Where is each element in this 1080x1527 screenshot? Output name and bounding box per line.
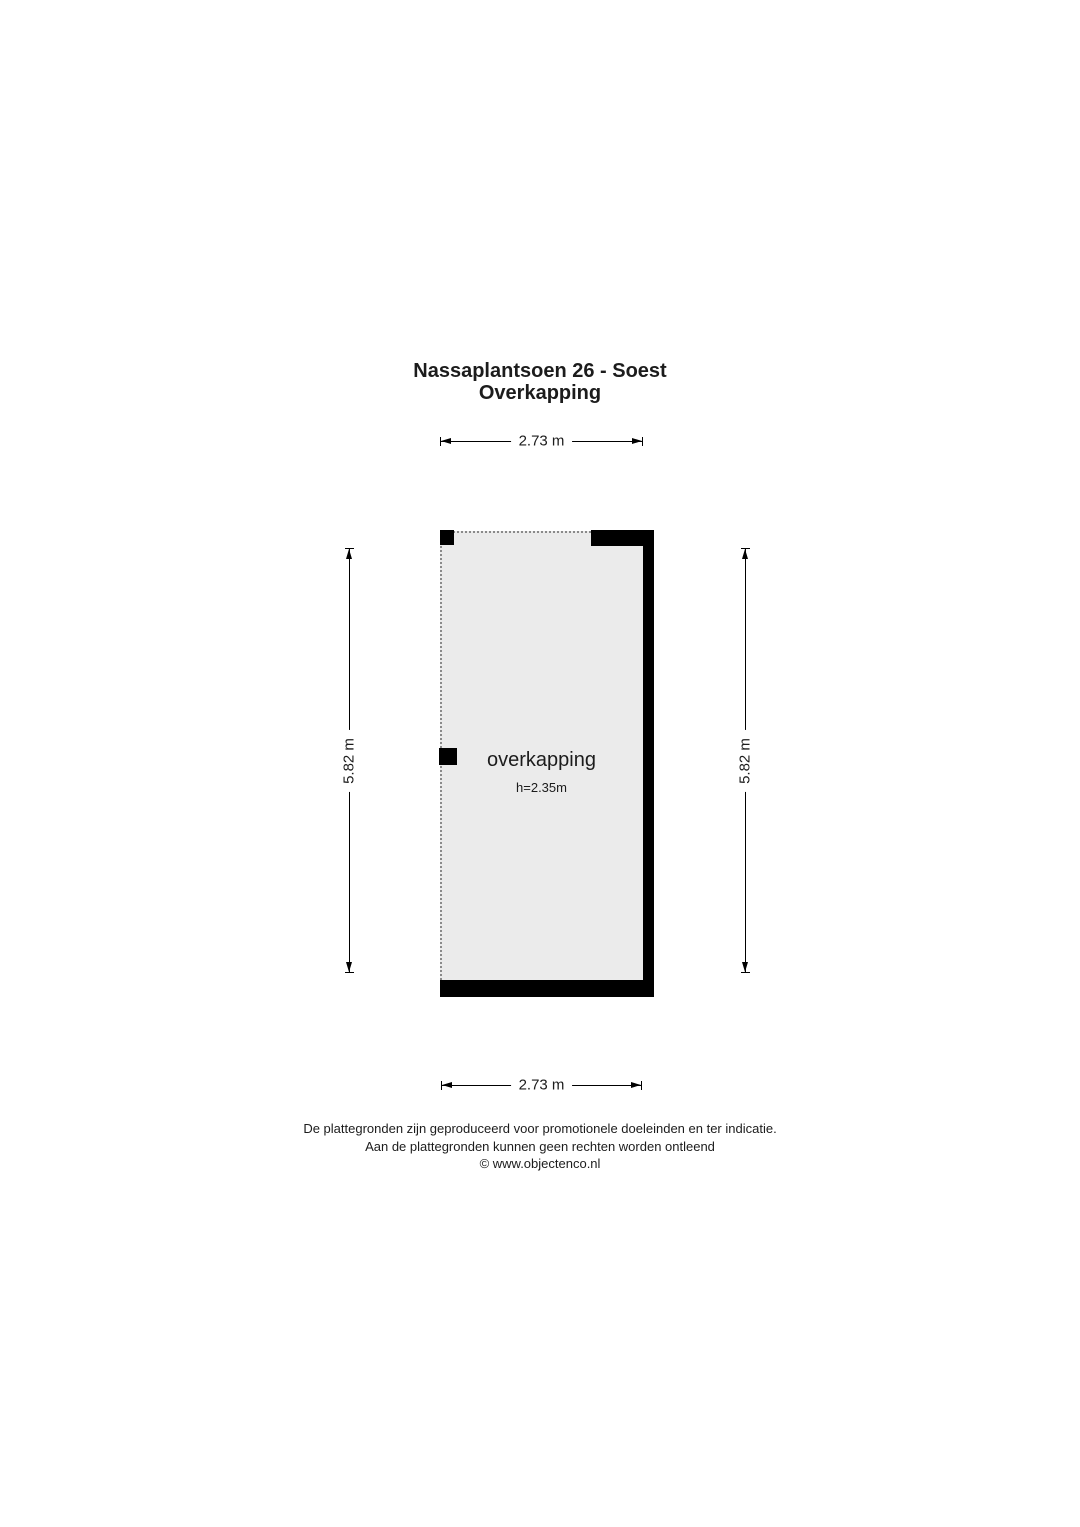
- dimension-tick-right: [642, 437, 643, 446]
- room-height-label: h=2.35m: [516, 780, 567, 795]
- arrow-left-icon: [441, 438, 451, 444]
- title-address: Nassaplantsoen 26 - Soest: [413, 360, 667, 382]
- dimension-width-top-label: 2.73 m: [511, 433, 573, 450]
- wall-right: [643, 530, 654, 997]
- dimension-height-left-label: 5.82 m: [341, 730, 358, 792]
- arrow-up-icon: [742, 549, 748, 559]
- floorplan-canvas: [439, 530, 654, 997]
- copyright-line: © www.objectenco.nl: [479, 1156, 601, 1171]
- dimension-tick-bottom: [741, 972, 750, 973]
- dimension-width-bottom: [441, 1078, 642, 1092]
- wall-bottom: [440, 980, 654, 997]
- footer-disclaimer: [0, 1120, 1080, 1173]
- disclaimer-line-1: De plattegronden zijn geproduceerd voor promotionele doeleinden en ter indicatie.: [303, 1121, 777, 1136]
- room-name-label: overkapping: [487, 749, 596, 771]
- arrow-down-icon: [346, 962, 352, 972]
- page-title: [0, 360, 1080, 404]
- dimension-tick-bottom: [345, 972, 354, 973]
- dimension-tick-right: [641, 1081, 642, 1090]
- pillar-top-left: [440, 530, 454, 545]
- dimension-width-top: [440, 434, 643, 448]
- dimension-height-right: [738, 548, 752, 973]
- dimension-height-left: [342, 548, 356, 973]
- title-floor-name: Overkapping: [478, 382, 602, 404]
- arrow-right-icon: [632, 438, 642, 444]
- arrow-left-icon: [442, 1082, 452, 1088]
- disclaimer-line-2: Aan de plattegronden kunnen geen rechten worden ontleend: [365, 1138, 715, 1154]
- dimension-height-right-label: 5.82 m: [737, 730, 754, 792]
- arrow-up-icon: [346, 549, 352, 559]
- arrow-down-icon: [742, 962, 748, 972]
- arrow-right-icon: [631, 1082, 641, 1088]
- dimension-width-bottom-label: 2.73 m: [511, 1077, 573, 1094]
- wall-top-right: [591, 530, 654, 546]
